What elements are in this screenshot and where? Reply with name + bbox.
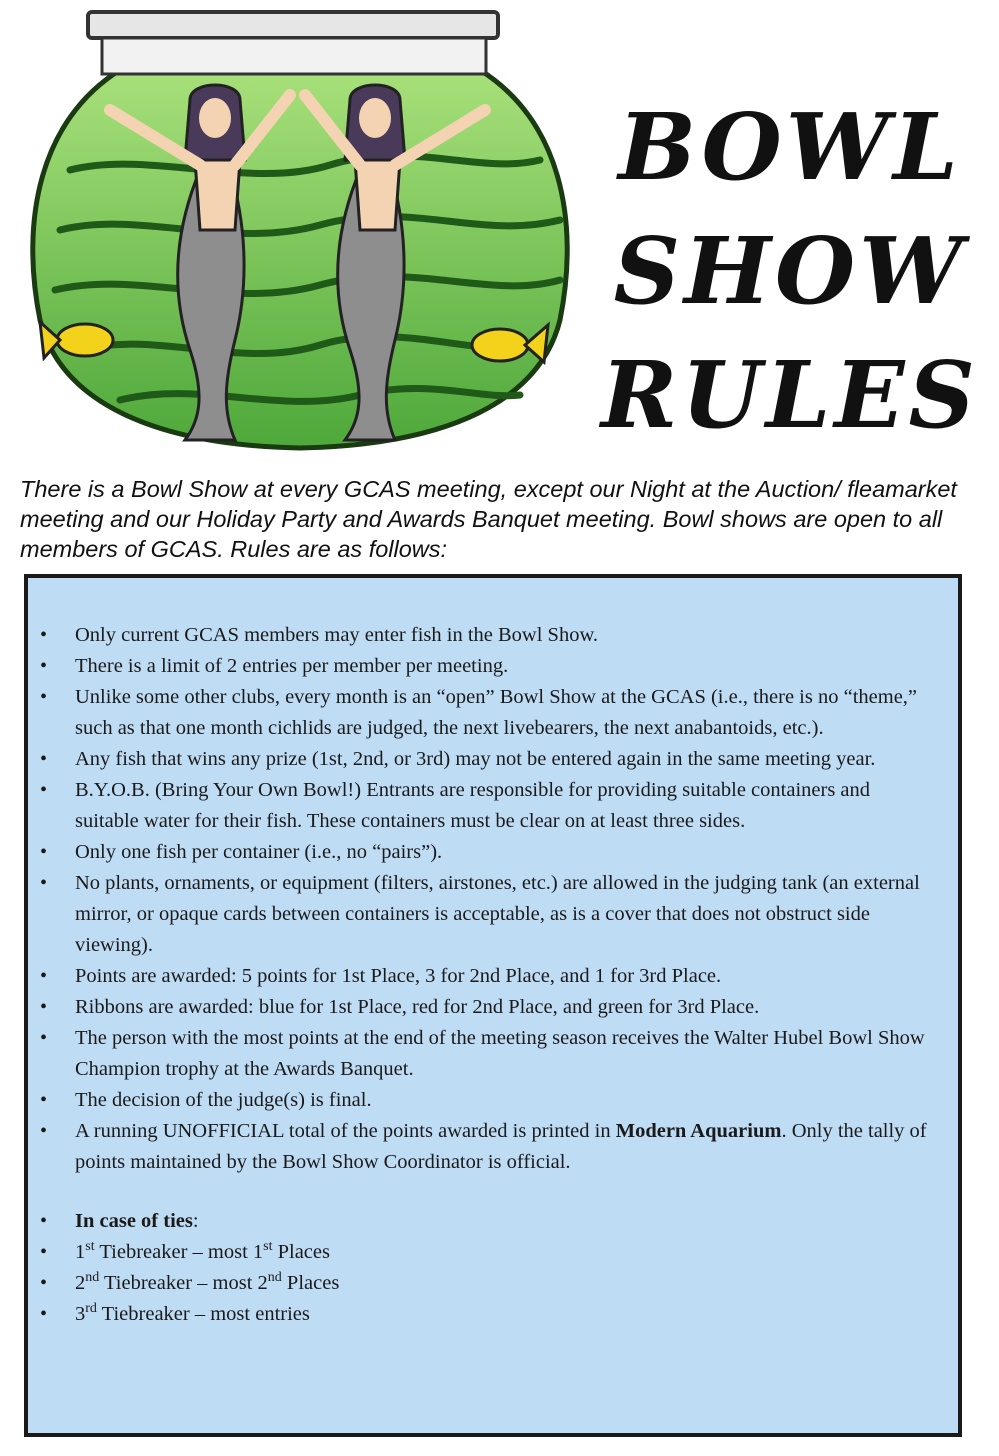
tiebreaker-3: • 3rd Tiebreaker – most entries	[38, 1299, 938, 1330]
title-line-2: SHOW	[613, 217, 967, 325]
running-total-text: A running UNOFFICIAL total of the points awarded is printed in	[75, 1120, 616, 1142]
spacer	[38, 1178, 938, 1206]
title-line-3: RULES	[601, 341, 979, 449]
publication-name: Modern Aquarium	[615, 1120, 782, 1142]
rules-list	[38, 620, 938, 1330]
ties-heading: • In case of ties:	[38, 1206, 938, 1237]
page-title	[590, 85, 990, 457]
title-line-1: BOWL	[618, 93, 962, 201]
tiebreaker-1: • 1st Tiebreaker – most 1st Places	[38, 1237, 938, 1268]
ties-heading-text: In case of ties	[75, 1210, 193, 1232]
intro-paragraph: There is a Bowl Show at every GCAS meeting, except our Night at the Auction/ fleamarket meeting and our Holiday Party and Awards Banquet meeting. Bowl shows are open to all members of GCAS. Rules are as follows:	[20, 476, 957, 562]
running-total-text-end: . Only the tally of points maintained by the Bowl Show Coordinator is official.	[75, 1120, 927, 1173]
fishbowl-illustration	[0, 0, 600, 460]
rule-item: • B.Y.O.B. (Bring Your Own Bowl!) Entrants are responsible for providing suitable containers and suitable water for their fish. These containers must be clear on at least three sides.	[38, 775, 938, 837]
tiebreaker-2: • 2nd Tiebreaker – most 2nd Places	[38, 1268, 938, 1299]
rule-item: • The person with the most points at the end of the meeting season receives the Walter Hubel Bowl Show Champion trophy at the Awards Banquet.	[38, 1023, 938, 1085]
rule-item: • There is a limit of 2 entries per member per meeting.	[38, 651, 938, 682]
rule-item: • Unlike some other clubs, every month is an “open” Bowl Show at the GCAS (i.e., there is no “theme,” such as that one month cichlids are judged, the next livebearers, the next anabantoids, etc.).	[38, 682, 938, 744]
bowl-rim	[88, 12, 498, 38]
rule-item: • Any fish that wins any prize (1st, 2nd, or 3rd) may not be entered again in the same meeting year.	[38, 744, 938, 775]
rule-item: • The decision of the judge(s) is final.	[38, 1085, 938, 1116]
rule-item-running-total	[38, 1116, 938, 1178]
rule-item: • Points are awarded: 5 points for 1st Place, 3 for 2nd Place, and 1 for 3rd Place.	[38, 961, 938, 992]
rules-box	[24, 574, 962, 1437]
rule-item: • Only current GCAS members may enter fish in the Bowl Show.	[38, 620, 938, 651]
rule-item: • No plants, ornaments, or equipment (filters, airstones, etc.) are allowed in the judging tank (an external mirror, or opaque cards between containers is acceptable, as is a cover that does not obstruct side viewing).	[38, 868, 938, 961]
rule-item: • Only one fish per container (i.e., no “pairs”).	[38, 837, 938, 868]
rule-item: • Ribbons are awarded: blue for 1st Place, red for 2nd Place, and green for 3rd Place.	[38, 992, 938, 1023]
